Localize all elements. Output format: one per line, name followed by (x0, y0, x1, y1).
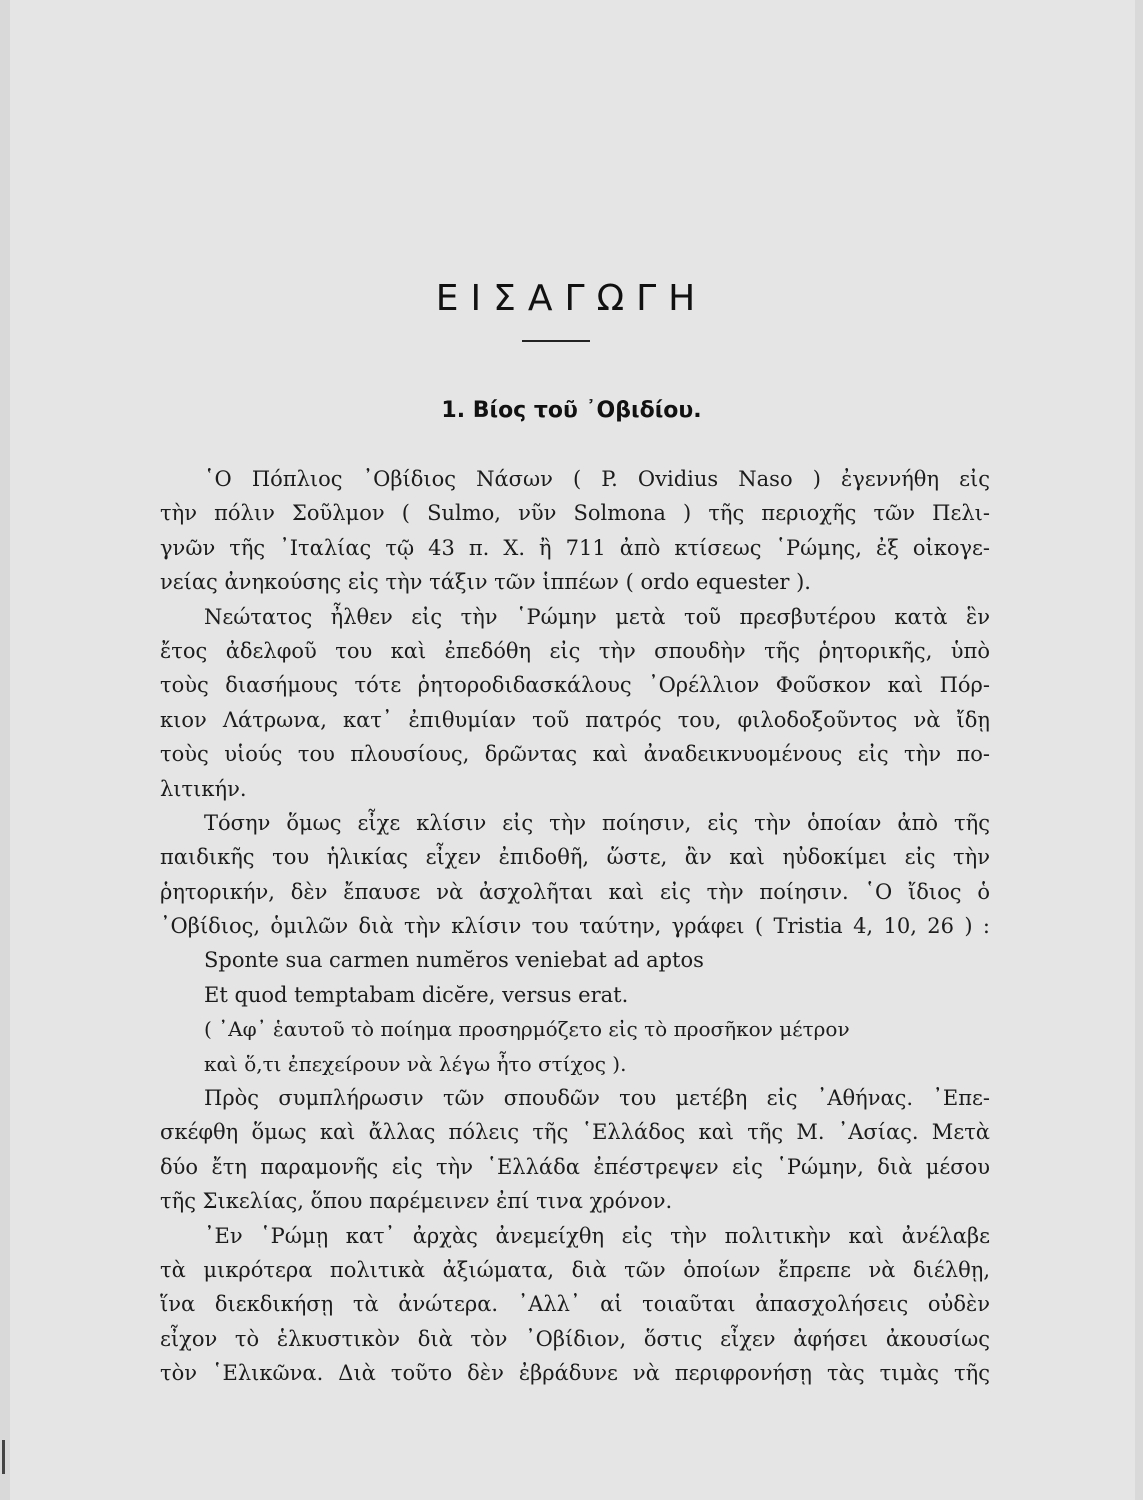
text-line: τὰ μικρότερα πολιτικὰ ἀξιώματα, διὰ τῶν ὁποίων ἔπρεπε νὰ διέλθῃ, (160, 1257, 990, 1282)
title-rule (522, 340, 590, 342)
text-line: λιτικήν. (160, 776, 247, 801)
text-line: τοὺς διασήμους τότε ῥητοροδιδασκάλους ᾽Ορέλλιον Φοῦσκον καὶ Πόρ- (160, 673, 990, 698)
text-line: ἔτος ἀδελφοῦ του καὶ ἐπεδόθη εἰς τὴν σπουδὴν τῆς ῥητορικῆς, ὑπὸ (160, 638, 990, 663)
text-line: νείας ἀνηκούσης εἰς τὴν τάξιν τῶν ἱππέων ( ordo equester ). (160, 570, 811, 595)
text-line: κιον Λάτρωνα, κατ᾽ ἐπιθυμίαν τοῦ πατρός του, φιλοδοξοῦντος νὰ ἴδῃ (160, 707, 990, 732)
text-line: Νεώτατος ἦλθεν εἰς τὴν ῾Ρώμην μετὰ τοῦ πρεσβυτέρου κατὰ ἓν (204, 604, 990, 629)
text-line: ῾Ο Πόπλιος ᾽Οβίδιος Νάσων ( P. Ovidius Naso ) ἐγεννήθη εἰς (204, 467, 990, 491)
page-title: ΕΙΣΑΓΩΓΗ (435, 278, 708, 319)
text-line: ᾽Εν ῾Ρώμῃ κατ᾽ ἀρχὰς ἀνεμείχθη εἰς τὴν πολιτικὴν καὶ ἀνέλαβε (204, 1223, 990, 1248)
text-line: παιδικῆς του ἡλικίας εἶχεν ἐπιδοθῆ, ὥστε, ἂν καὶ ηὐδοκίμει εἰς τὴν (160, 845, 990, 870)
body-text (160, 462, 990, 1391)
text-line: καὶ ὅ,τι ἐπεχείρουν νὰ λέγω ἦτο στίχος ). (204, 1051, 627, 1076)
text-line: ( ᾽Αφ᾽ ἑαυτοῦ τὸ ποίημα προσηρμόζετο εἰς τὸ προσῆκον μέτρον (204, 1017, 850, 1042)
text-line: εἶχον τὸ ἑλκυστικὸν διὰ τὸν ᾽Οβίδιον, ὅστις εἶχεν ἀφήσει ἀκουσίως (160, 1326, 990, 1351)
text-line: σκέφθη ὅμως καὶ ἄλλας πόλεις τῆς ῾Ελλάδος καὶ τῆς Μ. ᾽Ασίας. Μετὰ (160, 1120, 990, 1145)
text-line: τὸν ῾Ελικῶνα. Διὰ τοῦτο δὲν ἐβράδυνε νὰ περιφρονήσῃ τὰς τιμὰς τῆς (160, 1361, 990, 1386)
text-line: τοὺς υἱούς του πλουσίους, δρῶντας καὶ ἀναδεικνυομένους εἰς τὴν πο- (160, 742, 990, 767)
text-line: ἵνα διεκδικήσῃ τὰ ἀνώτερα. ᾽Αλλ᾽ αἱ τοιαῦται ἀπασχολήσεις οὐδὲν (160, 1292, 990, 1317)
text-line: ᾽Οβίδιος, ὁμιλῶν διὰ τὴν κλίσιν του ταύτην, γράφει ( Tristia 4, 10, 26 ) : (160, 914, 990, 939)
text-line: Et quod temptabam dicĕre, versus erat. (204, 982, 629, 1007)
section-heading: 1. Βίος τοῦ ᾽Οβιδίου. (441, 398, 702, 423)
text-line: τῆς Σικελίας, ὅπου παρέμεινεν ἐπί τινα χρόνον. (160, 1189, 673, 1214)
text-line: ῥητορικήν, δὲν ἔπαυσε νὰ ἀσχολῆται καὶ εἰς τὴν ποίησιν. ῾Ο ἴδιος ὁ (160, 879, 990, 904)
text-line: Τόσην ὅμως εἶχε κλίσιν εἰς τὴν ποίησιν, εἰς τὴν ὁποίαν ἀπὸ τῆς (204, 810, 990, 835)
margin-mark (2, 1440, 5, 1474)
text-line: δύο ἔτη παραμονῆς εἰς τὴν ῾Ελλάδα ἐπέστρεψεν εἰς ῾Ρώμην, διὰ μέσου (160, 1154, 990, 1179)
text-line: Πρὸς συμπλήρωσιν τῶν σπουδῶν του μετέβη εἰς ᾽Αθήνας. ᾽Επε- (204, 1086, 990, 1111)
text-line: τὴν πόλιν Σοῦλμον ( Sulmo, νῦν Solmona ) τῆς περιοχῆς τῶν Πελι- (160, 501, 990, 526)
text-line: Sponte sua carmen numĕros veniebat ad aptos (204, 948, 704, 973)
text-line: γνῶν τῆς ᾽Ιταλίας τῷ 43 π. Χ. ἢ 711 ἀπὸ κτίσεως ῾Ρώμης, ἐξ οἰκογε- (160, 535, 990, 560)
